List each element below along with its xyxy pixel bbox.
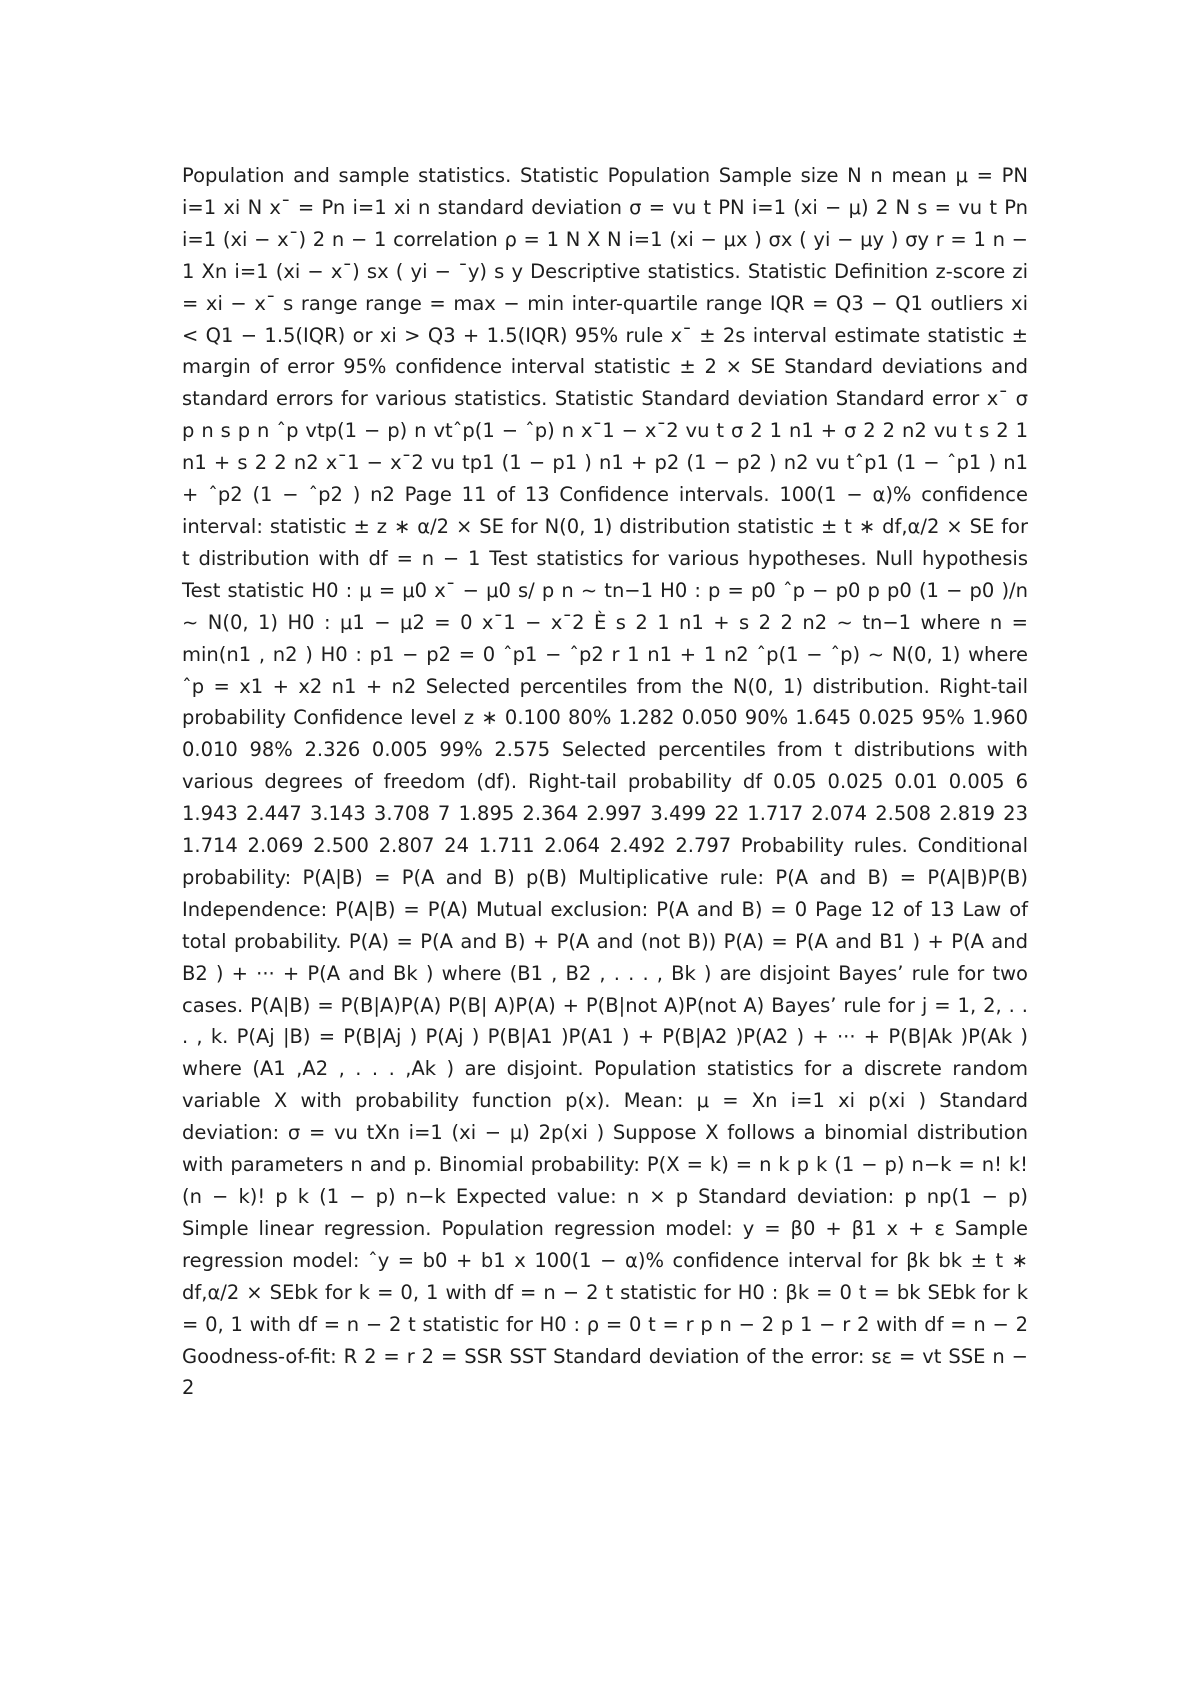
document-body-text: Population and sample statistics. Statistic Population Sample size N n mean μ = PN i=1 xi N x¯ = Pn i=1 xi n standard deviation σ = vu t PN i=1 (xi − μ) 2 N s = vu t Pn i=1 (xi − x¯) 2 n − 1 correlation ρ = 1 N X N i=1 (xi − μx ) σx ( yi − μy ) σy r = 1 n − 1 Xn i=1 (xi − x¯) sx ( yi − ¯y) s y Descriptive statistics. Statistic Definition z-score zi = xi − x¯ s range range = max − min inter-quartile range IQR = Q3 − Q1 outliers xi < Q1 − 1.5(IQR) or xi > Q3 + 1.5(IQR) 95% rule x¯ ± 2s interval estimate statistic ± margin of error 95% confidence interval statistic ± 2 × SE Standard deviations and standard errors for various statistics. Statistic Standard deviation Standard error x¯ σ p n s p n ˆp vtp(1 − p) n vtˆp(1 − ˆp) n x¯1 − x¯2 vu t σ 2 1 n1 + σ 2 2 n2 vu t s 2 1 n1 + s 2 2 n2 x¯1 − x¯2 vu tp1 (1 − p1 ) n1 + p2 (1 − p2 ) n2 vu tˆp1 (1 − ˆp1 ) n1 + ˆp2 (1 − ˆp2 ) n2 Page 11 of 13 Confidence intervals. 100(1 − α)% confidence interval: statistic ± z ∗ α/2 × SE for N(0, 1) distribution statistic ± t ∗ df,α/2 × SE for t distribution with df = n − 1 Test statistics for various hypotheses. Null hypothesis Test statistic H0 : μ = μ0 x¯ − μ0 s/ p n ∼ tn−1 H0 : p = p0 ˆp − p0 p p0 (1 − p0 )/n ∼ N(0, 1) H0 : μ1 − μ2 = 0 x¯1 − x¯2 È s 2 1 n1 + s 2 2 n2 ∼ tn−1 where n = min(n1 , n2 ) H0 : p1 − p2 = 0 ˆp1 − ˆp2 r 1 n1 + 1 n2 ˆp(1 − ˆp) ∼ N(0, 1) where ˆp = x1 + x2 n1 + n2 Selected percentiles from the N(0, 1) distribution. Right-tail probability Confidence level z ∗ 0.100 80% 1.282 0.050 90% 1.645 0.025 95% 1.960 0.010 98% 2.326 0.005 99% 2.575 Selected percentiles from t distributions with various degrees of freedom (df). Right-tail probability df 0.05 0.025 0.01 0.005 6 1.943 2.447 3.143 3.708 7 1.895 2.364 2.997 3.499 22 1.717 2.074 2.508 2.819 23 1.714 2.069 2.500 2.807 24 1.711 2.064 2.492 2.797 Probability rules. Conditional probability: P(A|B) = P(A and B) p(B) Multiplicative rule: P(A and B) = P(A|B)P(B) Independence: P(A|B) = P(A) Mutual exclusion: P(A and B) = 0 Page 12 of 13 Law of total probability. P(A) = P(A and B) + P(A and (not B)) P(A) = P(A and B1 ) + P(A and B2 ) + ··· + P(A and Bk ) where (B1 , B2 , . . . , Bk ) are disjoint Bayes’ rule for two cases. P(A|B) = P(B|A)P(A) P(B| A)P(A) + P(B|not A)P(not A) Bayes’ rule for j = 1, 2, . . . , k. P(Aj |B) = P(B|Aj ) P(Aj ) P(B|A1 )P(A1 ) + P(B|A2 )P(A2 ) + ··· + P(B|Ak )P(Ak ) where (A1 ,A2 , . . . ,Ak ) are disjoint. Population statistics for a discrete random variable X with probability function p(x). Mean: μ = Xn i=1 xi p(xi ) Standard deviation: σ = vu tXn i=1 (xi − μ) 2p(xi ) Suppose X follows a binomial distribution with parameters n and p. Binomial probability: P(X = k) = n k p k (1 − p) n−k = n! k!(n − k)! p k (1 − p) n−k Expected value: n × p Standard deviation: p np(1 − p) Simple linear regression. Population regression model: y = β0 + β1 x + ε Sample regression model: ˆy = b0 + b1 x 100(1 − α)% confidence interval for βk bk ± t ∗ df,α/2 × SEbk for k = 0, 1 with df = n − 2 t statistic for H0 : βk = 0 t = bk SEbk for k = 0, 1 with df = n − 2 t statistic for H0 : ρ = 0 t = r p n − 2 p 1 − r 2 with df = n − 2 Goodness-of-fit: R 2 = r 2 = SSR SST Standard deviation of the error: sε = vt SSE n − 2 (182, 164, 1028, 1400)
